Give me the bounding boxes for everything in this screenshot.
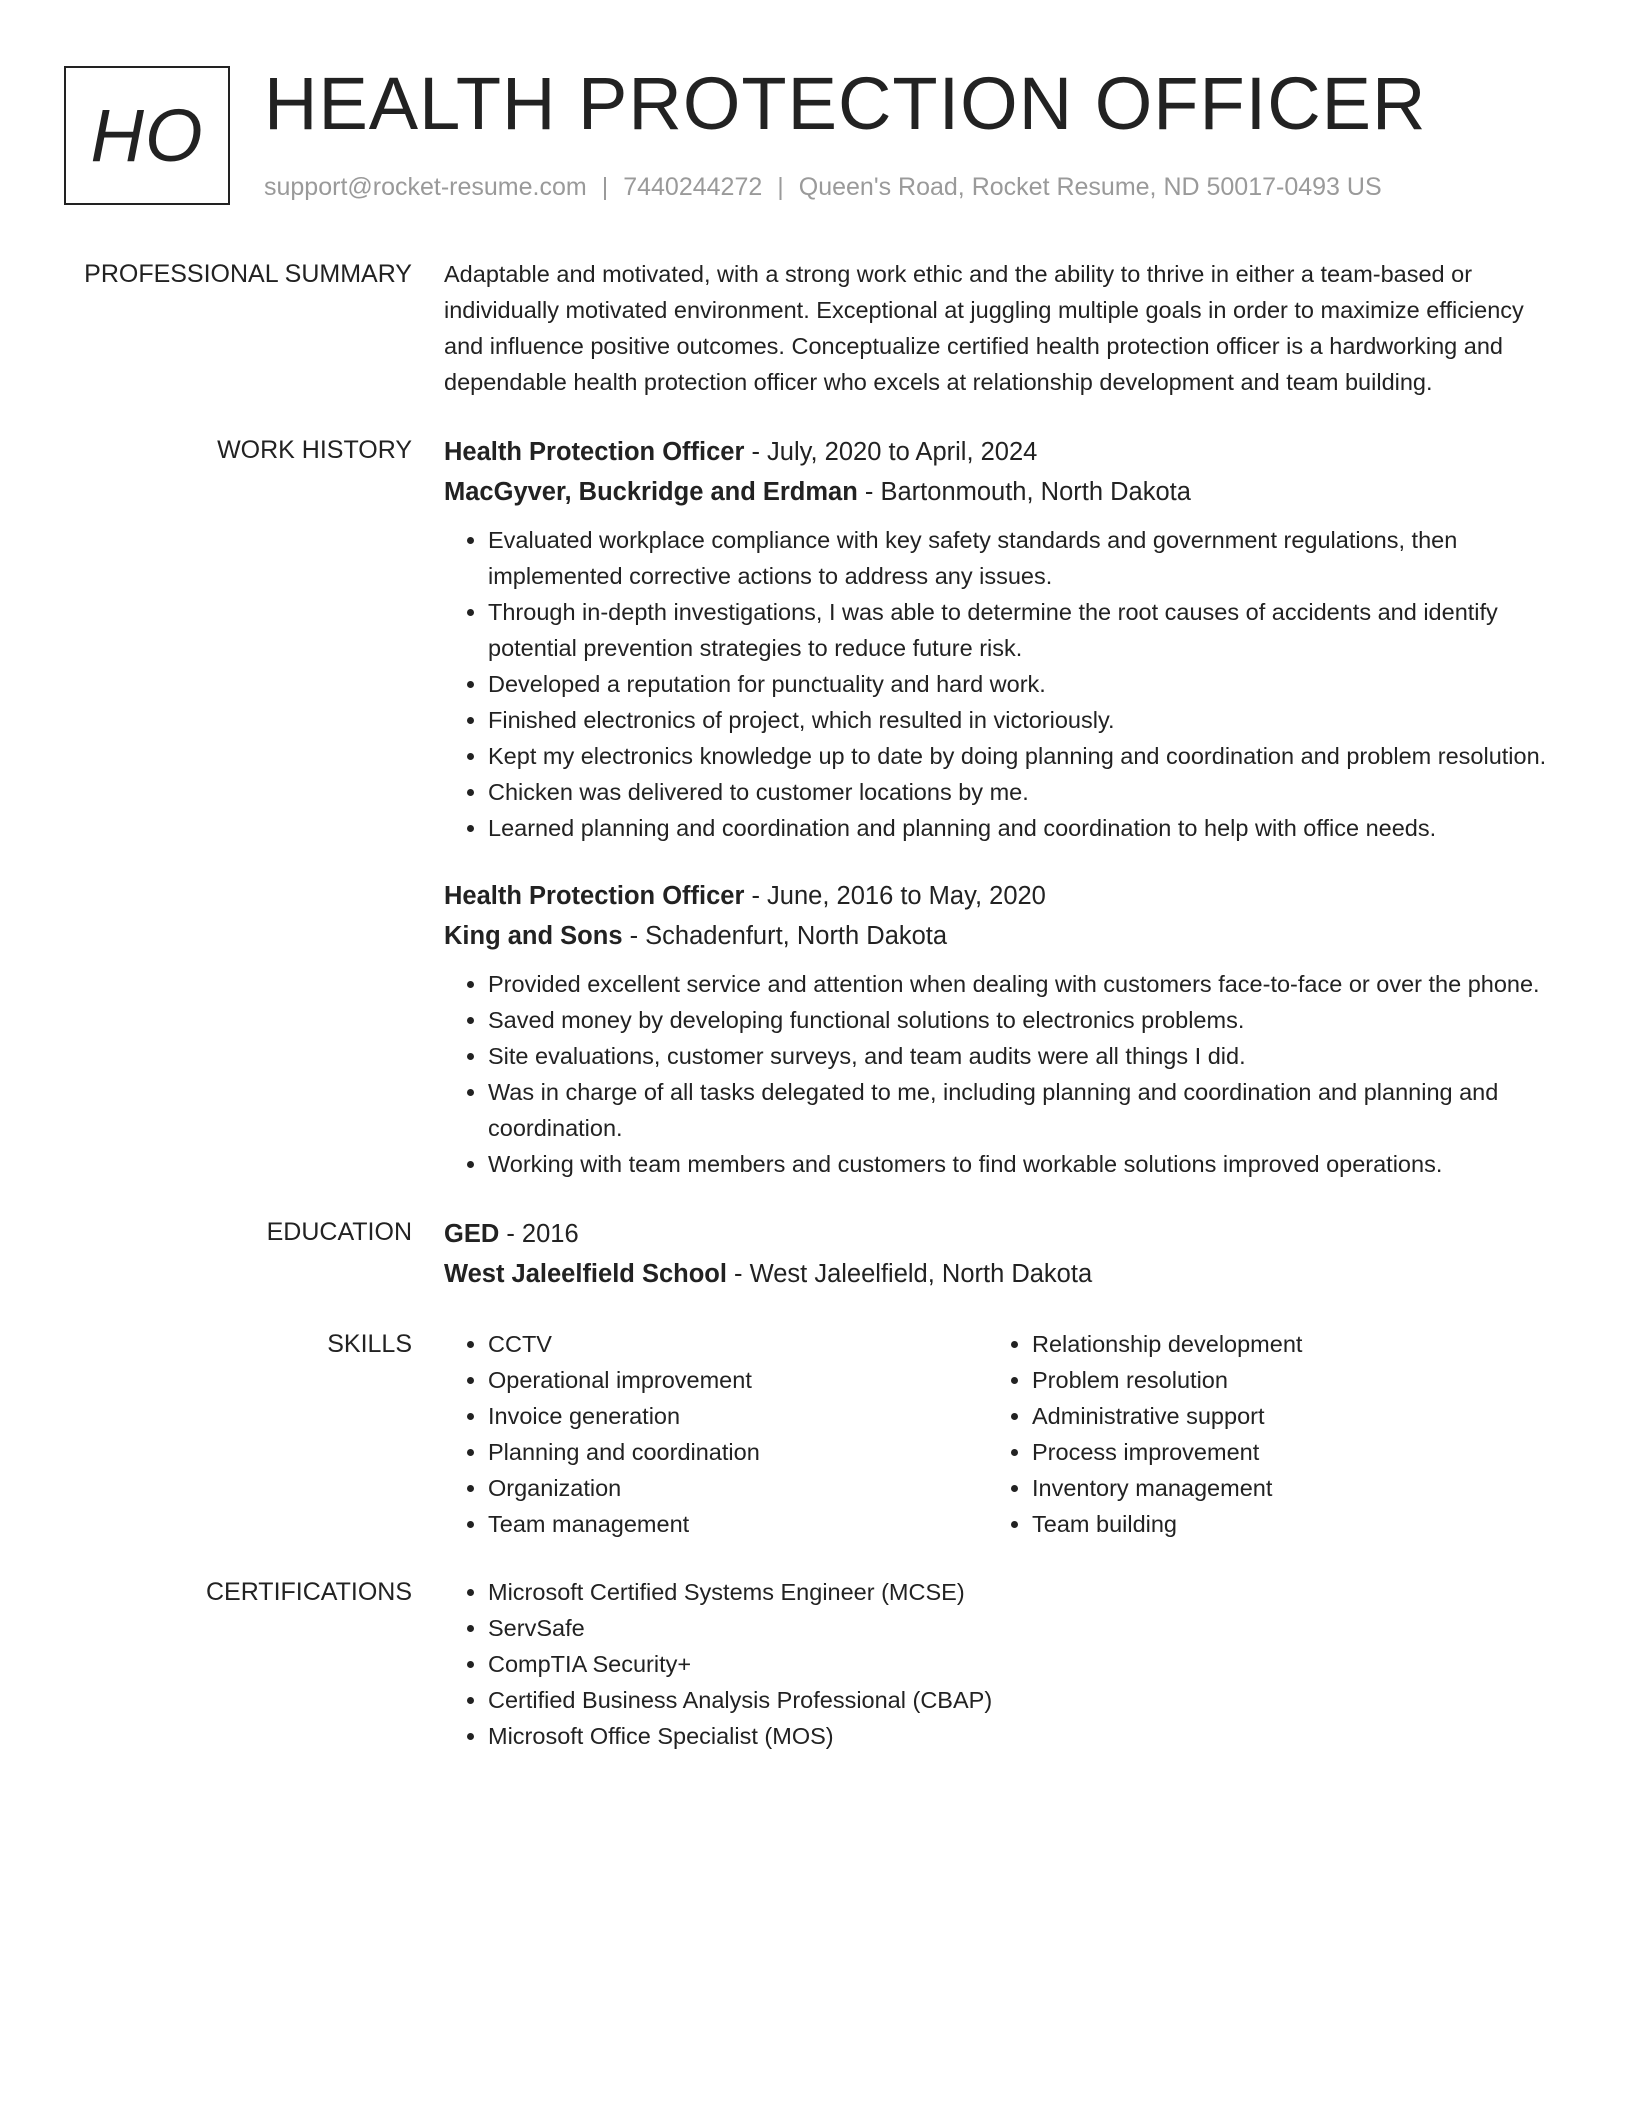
list-item: • Inventory management <box>1032 1470 1532 1506</box>
section-work-history <box>0 432 1632 1182</box>
list-item: • Working with team members and customers to find workable solutions improved operations. <box>488 1146 1564 1182</box>
job-title: Health Protection Officer <box>444 882 745 910</box>
contact-separator: | <box>601 173 609 201</box>
list-item: • Provided excellent service and attention when dealing with customers face-to-face or over the phone. <box>488 966 1564 1002</box>
list-item: • Planning and coordination <box>488 1434 988 1470</box>
section-body <box>444 1326 1564 1542</box>
list-item: • Organization <box>488 1470 988 1506</box>
resume-content <box>0 256 1632 1786</box>
job-location: - Schadenfurt, North Dakota <box>622 922 948 950</box>
skills-column-right <box>988 1326 1532 1542</box>
job-bullets <box>444 966 1564 1182</box>
job-entry <box>444 432 1564 846</box>
list-item: • Microsoft Certified Systems Engineer (MCSE) <box>488 1574 1564 1610</box>
job-bullets <box>444 522 1564 846</box>
contact-email: support@rocket-resume.com <box>264 173 587 201</box>
monogram-box: HO <box>64 66 230 205</box>
list-item: • Microsoft Office Specialist (MOS) <box>488 1718 1564 1754</box>
job-company-line <box>444 472 1564 512</box>
job-company: King and Sons <box>444 922 623 950</box>
page-title: HEALTH PROTECTION OFFICER <box>264 62 1427 145</box>
education-year: - 2016 <box>499 1220 579 1248</box>
job-title-line <box>444 432 1564 472</box>
section-label: CERTIFICATIONS <box>205 1578 412 1606</box>
contact-phone: 7440244272 <box>623 173 763 201</box>
list-item: • Finished electronics of project, which resulted in victoriously. <box>488 702 1564 738</box>
list-item: • Team building <box>1032 1506 1532 1542</box>
education-school-line <box>444 1254 1564 1294</box>
education-school: West Jaleelfield School <box>444 1260 727 1288</box>
section-label: SKILLS <box>327 1330 412 1358</box>
section-label: PROFESSIONAL SUMMARY <box>84 260 412 288</box>
list-item: • Learned planning and coordination and planning and coordination to help with office needs. <box>488 810 1564 846</box>
list-item: • Invoice generation <box>488 1398 988 1434</box>
section-body <box>444 432 1564 1182</box>
education-degree: GED <box>444 1220 500 1248</box>
contact-address: Queen's Road, Rocket Resume, ND 50017-0493 US <box>798 173 1382 201</box>
section-certifications <box>0 1574 1632 1754</box>
contact-line <box>264 173 1382 202</box>
list-item: • Team management <box>488 1506 988 1542</box>
list-item: • ServSafe <box>488 1610 1564 1646</box>
job-entry <box>444 876 1564 1182</box>
skills-column-left <box>444 1326 988 1542</box>
resume-header <box>64 62 1584 208</box>
job-company: MacGyver, Buckridge and Erdman <box>444 478 858 506</box>
list-item: • Chicken was delivered to customer locations by me. <box>488 774 1564 810</box>
list-item: • Developed a reputation for punctuality and hard work. <box>488 666 1564 702</box>
list-item: • Relationship development <box>1032 1326 1532 1362</box>
section-label: EDUCATION <box>266 1218 412 1246</box>
section-summary <box>0 256 1632 400</box>
list-item: • Evaluated workplace compliance with key safety standards and government regulations, then implemented corrective actions to address any issues. <box>488 522 1564 594</box>
section-body <box>444 256 1564 400</box>
list-item: • Site evaluations, customer surveys, and team audits were all things I did. <box>488 1038 1564 1074</box>
job-title: Health Protection Officer <box>444 438 745 466</box>
list-item: • Process improvement <box>1032 1434 1532 1470</box>
education-location: - West Jaleelfield, North Dakota <box>726 1260 1093 1288</box>
list-item: • CompTIA Security+ <box>488 1646 1564 1682</box>
list-item: • Was in charge of all tasks delegated to me, including planning and coordination and planning and coordination. <box>488 1074 1564 1146</box>
section-education <box>0 1214 1632 1294</box>
job-dates: - July, 2020 to April, 2024 <box>744 438 1038 466</box>
job-location: - Bartonmouth, North Dakota <box>857 478 1191 506</box>
certification-list <box>444 1574 1564 1754</box>
section-label: WORK HISTORY <box>217 436 412 464</box>
job-title-line <box>444 876 1564 916</box>
list-item: • Saved money by developing functional solutions to electronics problems. <box>488 1002 1564 1038</box>
list-item: • Certified Business Analysis Professional (CBAP) <box>488 1682 1564 1718</box>
education-degree-line <box>444 1214 1564 1254</box>
contact-separator: | <box>777 173 784 201</box>
job-dates: - June, 2016 to May, 2020 <box>744 882 1046 910</box>
section-body <box>444 1574 1564 1754</box>
list-item: • CCTV <box>488 1326 988 1362</box>
list-item: • Through in-depth investigations, I was able to determine the root causes of accidents and identify potential prevention strategies to reduce future risk. <box>488 594 1564 666</box>
list-item: • Administrative support <box>1032 1398 1532 1434</box>
skills-grid <box>444 1326 1564 1542</box>
list-item: • Problem resolution <box>1032 1362 1532 1398</box>
section-body <box>444 1214 1564 1294</box>
list-item: • Kept my electronics knowledge up to date by doing planning and coordination and problem resolution. <box>488 738 1564 774</box>
summary-text: Adaptable and motivated, with a strong work ethic and the ability to thrive in either a team-based or individually motivated environment. Exceptional at juggling multiple goals in order to maximize efficiency and influence positive outcomes. Conceptualize certified health protection officer is a hardworking and dependable health protection officer who excels at relationship development and team building. <box>444 261 1524 395</box>
list-item: • Operational improvement <box>488 1362 988 1398</box>
job-company-line <box>444 916 1564 956</box>
section-skills <box>0 1326 1632 1542</box>
